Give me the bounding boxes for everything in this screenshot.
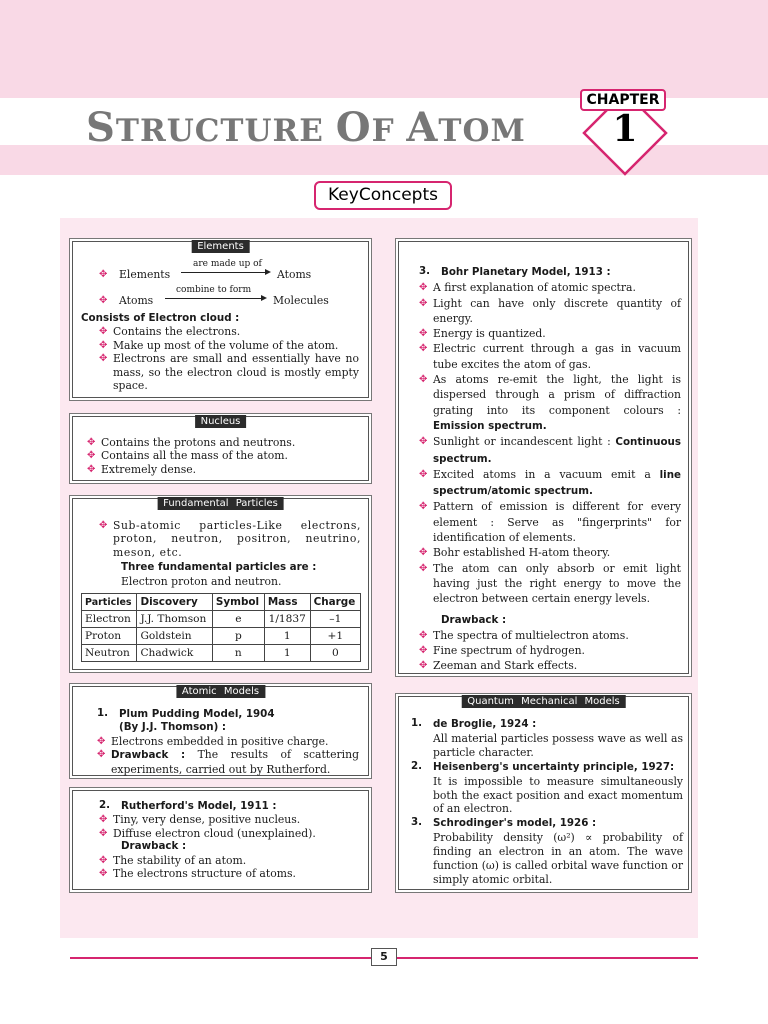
elements-box-title: Elements xyxy=(191,240,250,253)
quantum-box-title: Quantum Mechanical Models xyxy=(461,695,626,708)
elements-row-2: ✥ Atoms combine to form Molecules xyxy=(99,285,329,307)
list-item: ✥ Contains the protons and neutrons. xyxy=(87,436,296,449)
key-concepts-heading: KeyConcepts xyxy=(314,181,452,210)
electron-cloud-heading: Consists of Electron cloud : xyxy=(81,312,240,324)
bohr-content xyxy=(419,264,681,674)
nucleus-box-title: Nucleus xyxy=(195,415,247,428)
bohr-drawback-label: Drawback : xyxy=(441,613,507,626)
list-item: ✥ Zeeman and Stark effects. xyxy=(419,659,578,673)
list-item: ✥ Extremely dense. xyxy=(87,462,197,476)
three-particles-heading: Three fundamental particles are : xyxy=(121,561,317,574)
quantum-content: 1. de Broglie, 1924 : All material particles possess wave as well as particle character. 2. Heisenberg's uncertainty principle, 1927: It is impossible to measure simultaneously both the exact position and exact momentum of an electron. 3. Schrodinger's model, 1926 : Probability density (ω²) ∝ probability of finding an electron in an atom. The wave function (ω) is called orbital wave function or simply atomic orbital. xyxy=(411,717,683,886)
page-number: 5 xyxy=(371,948,397,966)
list-item: ✥ Contains the electrons. xyxy=(99,325,241,339)
rutherford-heading: 2. Rutherford's Model, 1911 : xyxy=(99,799,277,812)
fundamental-content xyxy=(99,519,361,588)
list-item: ✥ Sub-atomic particles-Like electrons, proton, neutron, positron, neutrino, meson, etc. xyxy=(99,519,361,559)
list-item: ✥ As atoms re-emit the light, the light is dispersed through a prism of diffraction grating into its component colours : Emission spectrum. xyxy=(419,373,681,432)
header-band-top xyxy=(0,0,768,98)
list-item: ✥ Tiny, very dense, positive nucleus. xyxy=(99,813,301,827)
list-item: ✥ Diffuse electron cloud (unexplained). xyxy=(99,826,316,840)
quantum-item: 2. Heisenberg's uncertainty principle, 1927: xyxy=(411,759,675,773)
list-item: ✥ Pattern of emission is different for every element : Serve as "fingerprints" for identification of elements. xyxy=(419,500,681,545)
list-item: ✥ The atom can only absorb or emit light having just the right energy to move the electron between certain energy levels. xyxy=(419,561,681,606)
list-item: ✥ A first explanation of atomic spectra. xyxy=(419,281,636,295)
chapter-number: 1 xyxy=(612,108,638,150)
rutherford-box xyxy=(72,790,369,890)
list-item: ✥ The stability of an atom. xyxy=(99,853,247,867)
three-particles-text: Electron proton and neutron. xyxy=(121,574,282,588)
plum-pudding-heading: 1. Plum Pudding Model, 1904 xyxy=(97,707,275,720)
list-item: ✥ Bohr established H-atom theory. xyxy=(419,546,611,560)
table-row: Neutron Chadwick n 1 0 xyxy=(82,645,361,662)
list-item: ✥ The spectra of multielectron atoms. xyxy=(419,628,629,642)
chapter-label: CHAPTER xyxy=(580,89,666,111)
elements-row-1: ✥ Elements are made up of Atoms xyxy=(99,259,312,281)
table-row: Electron J.J. Thomson e 1/1837 –1 xyxy=(82,611,361,628)
list-item: ✥ Drawback : The results of scattering experiments, carried out by Rutherford. xyxy=(97,748,360,776)
rutherford-content xyxy=(99,799,359,880)
fundamental-box-title: Fundamental Particles xyxy=(157,497,284,510)
atomic-models-content xyxy=(97,707,359,776)
list-item: ✥ The electrons structure of atoms. xyxy=(99,867,296,881)
list-item: ✥ Electrons are small and essentially have no mass, so the electron cloud is mostly empty space. xyxy=(99,352,359,393)
list-item: ✥ Excited atoms in a vacuum emit a line spectrum/atomic spectrum. xyxy=(419,467,682,498)
chapter-title: STRUCTURE OF ATOM xyxy=(86,104,526,151)
bohr-heading: 3. Bohr Planetary Model, 1913 : xyxy=(419,265,611,278)
quantum-item: 1. de Broglie, 1924 : xyxy=(411,717,537,730)
elements-box xyxy=(72,241,369,398)
atomic-models-box xyxy=(72,686,369,776)
list-item: ✥ Light can have only discrete quantity of energy. xyxy=(419,296,681,325)
arrow-icon xyxy=(181,272,269,273)
nucleus-box xyxy=(72,416,369,481)
rutherford-drawback-label: Drawback : xyxy=(121,840,187,853)
list-item: ✥ Electrons embedded in positive charge. xyxy=(97,734,329,748)
plum-pudding-subheading: (By J.J. Thomson) : xyxy=(119,721,227,734)
quantum-models-box xyxy=(398,696,689,890)
quantum-item: 3. Schrodinger's model, 1926 : xyxy=(411,816,597,830)
atomic-models-box-title: Atomic Models xyxy=(176,685,265,698)
fundamental-particles-box xyxy=(72,498,369,670)
particles-table xyxy=(81,593,361,662)
elements-content xyxy=(81,258,359,392)
list-item: ✥ Make up most of the volume of the atom. xyxy=(99,338,339,352)
list-item: ✥ Fine spectrum of hydrogen. xyxy=(419,644,585,658)
arrow-icon xyxy=(165,298,265,299)
table-row: Proton Goldstein p 1 +1 xyxy=(82,628,361,645)
nucleus-content xyxy=(87,436,357,476)
list-item: ✥ Energy is quantized. xyxy=(419,327,546,341)
list-item: ✥ Electric current through a gas in vacuum tube excites the atom of gas. xyxy=(419,342,681,371)
list-item: ✥ Sunlight or incandescent light : Continuous spectrum. xyxy=(419,435,682,465)
table-header-row: Particles Discovery Symbol Mass Charge xyxy=(82,594,361,611)
list-item: ✥ Contains all the mass of the atom. xyxy=(87,449,288,463)
bohr-model-box xyxy=(398,241,689,674)
